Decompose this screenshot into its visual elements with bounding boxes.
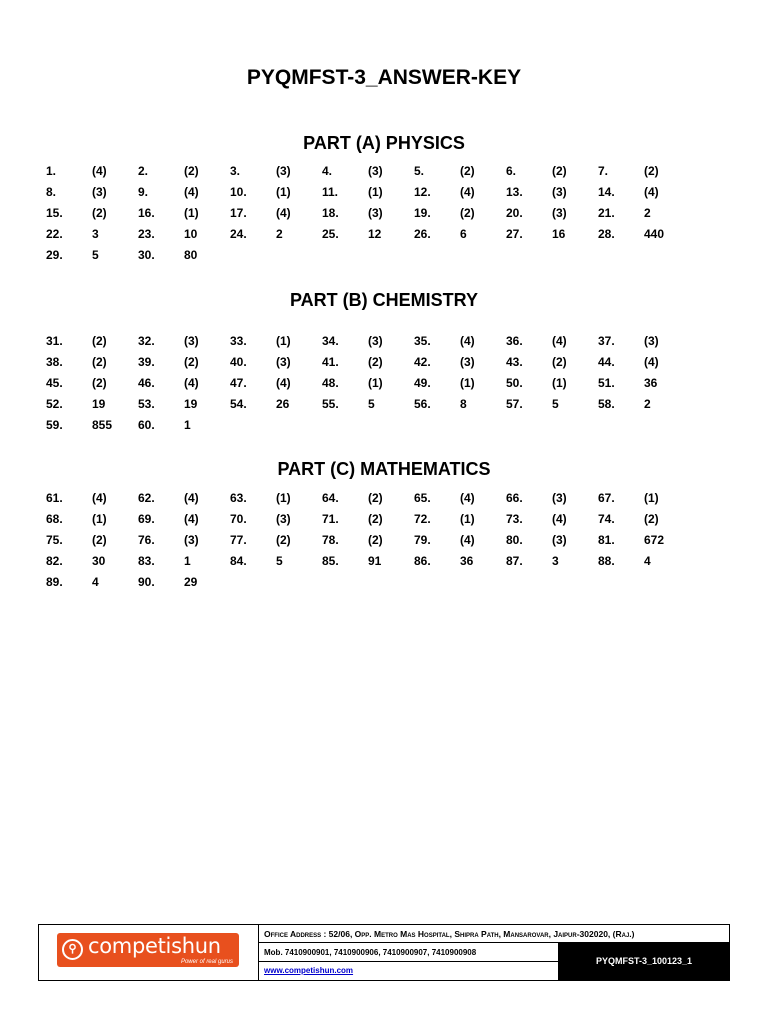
question-number: 53. bbox=[138, 397, 155, 411]
question-number: 10. bbox=[230, 185, 247, 199]
answer-value: 4 bbox=[92, 575, 99, 589]
question-number: 26. bbox=[414, 227, 431, 241]
question-number: 15. bbox=[46, 206, 63, 220]
answer-value: (1) bbox=[92, 512, 107, 526]
question-number: 84. bbox=[230, 554, 247, 568]
question-number: 39. bbox=[138, 355, 155, 369]
question-number: 82. bbox=[46, 554, 63, 568]
question-number: 75. bbox=[46, 533, 63, 547]
answer-value: (2) bbox=[92, 376, 107, 390]
question-number: 70. bbox=[230, 512, 247, 526]
answer-value: (1) bbox=[368, 376, 383, 390]
question-number: 46. bbox=[138, 376, 155, 390]
answer-value: (3) bbox=[276, 512, 291, 526]
answer-value: (3) bbox=[276, 164, 291, 178]
question-number: 89. bbox=[46, 575, 63, 589]
answer-value: (3) bbox=[184, 533, 199, 547]
answer-value: (4) bbox=[644, 355, 659, 369]
mobile-numbers: Mob. 7410900901, 7410900906, 7410900907, 7410900908 bbox=[259, 943, 559, 962]
question-number: 13. bbox=[506, 185, 523, 199]
question-number: 32. bbox=[138, 334, 155, 348]
answer-value: (3) bbox=[552, 185, 567, 199]
competishun-logo bbox=[57, 933, 239, 967]
answer-value: (1) bbox=[276, 334, 291, 348]
question-number: 49. bbox=[414, 376, 431, 390]
answer-value: 5 bbox=[92, 248, 99, 262]
answer-value: (1) bbox=[460, 376, 475, 390]
answer-value: (3) bbox=[460, 355, 475, 369]
question-number: 31. bbox=[46, 334, 63, 348]
chemistry-answer-grid bbox=[46, 331, 690, 436]
question-number: 69. bbox=[138, 512, 155, 526]
answer-value: (4) bbox=[460, 491, 475, 505]
question-number: 37. bbox=[598, 334, 615, 348]
question-number: 18. bbox=[322, 206, 339, 220]
answer-value: 80 bbox=[184, 248, 198, 262]
question-number: 80. bbox=[506, 533, 523, 547]
page-title: PYQMFST-3_ANSWER-KEY bbox=[246, 66, 522, 89]
page-footer bbox=[38, 924, 730, 981]
mathematics-heading: PART (C) MATHEMATICS bbox=[277, 459, 491, 479]
answer-value: 2 bbox=[644, 206, 651, 220]
question-number: 43. bbox=[506, 355, 523, 369]
answer-value: (4) bbox=[460, 185, 475, 199]
answer-value: 6 bbox=[460, 227, 467, 241]
question-number: 71. bbox=[322, 512, 339, 526]
answer-value: (2) bbox=[276, 533, 291, 547]
question-number: 25. bbox=[322, 227, 339, 241]
answer-value: 16 bbox=[552, 227, 566, 241]
question-number: 86. bbox=[414, 554, 431, 568]
question-number: 17. bbox=[230, 206, 247, 220]
question-number: 81. bbox=[598, 533, 615, 547]
question-number: 8. bbox=[46, 185, 57, 199]
question-number: 7. bbox=[598, 164, 609, 178]
question-number: 59. bbox=[46, 418, 63, 432]
answer-value: (3) bbox=[552, 491, 567, 505]
question-number: 76. bbox=[138, 533, 155, 547]
answer-value: 30 bbox=[92, 554, 106, 568]
question-number: 2. bbox=[138, 164, 149, 178]
question-number: 22. bbox=[46, 227, 63, 241]
answer-value: 19 bbox=[184, 397, 198, 411]
question-number: 62. bbox=[138, 491, 155, 505]
answer-value: 19 bbox=[92, 397, 106, 411]
answer-value: (2) bbox=[92, 533, 107, 547]
answer-value: 26 bbox=[276, 397, 290, 411]
cyclist-icon: ⚲ bbox=[62, 939, 83, 960]
answer-value: (2) bbox=[644, 512, 659, 526]
question-number: 79. bbox=[414, 533, 431, 547]
answer-value: 5 bbox=[276, 554, 283, 568]
question-number: 41. bbox=[322, 355, 339, 369]
answer-value: (3) bbox=[368, 164, 383, 178]
answer-value: (1) bbox=[368, 185, 383, 199]
question-number: 48. bbox=[322, 376, 339, 390]
office-address: Office Address : 52/06, Opp. Metro Mas Hospital, Shipra Path, Mansarovar, Jaipur-302020, (Raj.) bbox=[259, 925, 729, 943]
question-number: 51. bbox=[598, 376, 615, 390]
question-number: 57. bbox=[506, 397, 523, 411]
answer-value: (4) bbox=[184, 491, 199, 505]
answer-value: (4) bbox=[276, 206, 291, 220]
answer-value: 1 bbox=[184, 554, 191, 568]
answer-value: 1 bbox=[184, 418, 191, 432]
answer-value: (1) bbox=[276, 491, 291, 505]
question-number: 21. bbox=[598, 206, 615, 220]
question-number: 55. bbox=[322, 397, 339, 411]
question-number: 73. bbox=[506, 512, 523, 526]
answer-value: (3) bbox=[552, 533, 567, 547]
answer-value: (2) bbox=[368, 512, 383, 526]
question-number: 20. bbox=[506, 206, 523, 220]
question-number: 52. bbox=[46, 397, 63, 411]
answer-value: (3) bbox=[276, 355, 291, 369]
answer-value: (3) bbox=[368, 206, 383, 220]
answer-value: (4) bbox=[184, 512, 199, 526]
question-number: 24. bbox=[230, 227, 247, 241]
answer-value: (1) bbox=[552, 376, 567, 390]
question-number: 77. bbox=[230, 533, 247, 547]
question-number: 9. bbox=[138, 185, 149, 199]
answer-value: (1) bbox=[184, 206, 199, 220]
answer-value: 2 bbox=[644, 397, 651, 411]
question-number: 45. bbox=[46, 376, 63, 390]
question-number: 30. bbox=[138, 248, 155, 262]
question-number: 29. bbox=[46, 248, 63, 262]
answer-value: 672 bbox=[644, 533, 665, 547]
answer-value: (2) bbox=[552, 164, 567, 178]
question-number: 64. bbox=[322, 491, 339, 505]
physics-heading: PART (A) PHYSICS bbox=[303, 133, 465, 153]
question-number: 90. bbox=[138, 575, 155, 589]
answer-value: 3 bbox=[552, 554, 559, 568]
answer-value: (2) bbox=[368, 533, 383, 547]
answer-value: (4) bbox=[460, 334, 475, 348]
answer-value: (4) bbox=[460, 533, 475, 547]
question-number: 44. bbox=[598, 355, 615, 369]
question-number: 68. bbox=[46, 512, 63, 526]
answer-value: (4) bbox=[276, 376, 291, 390]
question-number: 47. bbox=[230, 376, 247, 390]
answer-value: 10 bbox=[184, 227, 198, 241]
question-number: 50. bbox=[506, 376, 523, 390]
answer-value: (2) bbox=[368, 355, 383, 369]
question-number: 74. bbox=[598, 512, 615, 526]
answer-value: (4) bbox=[552, 512, 567, 526]
question-number: 85. bbox=[322, 554, 339, 568]
answer-value: 8 bbox=[460, 397, 467, 411]
question-number: 5. bbox=[414, 164, 425, 178]
question-number: 66. bbox=[506, 491, 523, 505]
question-number: 3. bbox=[230, 164, 241, 178]
question-number: 40. bbox=[230, 355, 247, 369]
question-number: 72. bbox=[414, 512, 431, 526]
answer-value: (2) bbox=[184, 164, 199, 178]
answer-value: 440 bbox=[644, 227, 665, 241]
question-number: 65. bbox=[414, 491, 431, 505]
answer-value: (2) bbox=[552, 355, 567, 369]
question-number: 6. bbox=[506, 164, 517, 178]
answer-value: 855 bbox=[92, 418, 113, 432]
answer-value: 91 bbox=[368, 554, 382, 568]
mathematics-answer-grid bbox=[46, 488, 690, 593]
logo-tagline: Power of real gurus bbox=[180, 959, 233, 965]
question-number: 67. bbox=[598, 491, 615, 505]
question-number: 1. bbox=[46, 164, 57, 178]
physics-answer-grid bbox=[46, 161, 690, 266]
answer-value: (2) bbox=[460, 164, 475, 178]
question-number: 42. bbox=[414, 355, 431, 369]
question-number: 34. bbox=[322, 334, 339, 348]
chemistry-heading: PART (B) CHEMISTRY bbox=[290, 290, 478, 310]
answer-value: 4 bbox=[644, 554, 651, 568]
question-number: 83. bbox=[138, 554, 155, 568]
logo-cell bbox=[39, 925, 259, 980]
question-number: 87. bbox=[506, 554, 523, 568]
answer-value: 2 bbox=[276, 227, 283, 241]
question-number: 35. bbox=[414, 334, 431, 348]
question-number: 60. bbox=[138, 418, 155, 432]
question-number: 58. bbox=[598, 397, 615, 411]
question-number: 63. bbox=[230, 491, 247, 505]
question-number: 38. bbox=[46, 355, 63, 369]
answer-value: (2) bbox=[92, 206, 107, 220]
logo-wordmark: competishun bbox=[88, 934, 221, 958]
answer-value: (1) bbox=[460, 512, 475, 526]
answer-value: (1) bbox=[644, 491, 659, 505]
answer-value: (4) bbox=[552, 334, 567, 348]
answer-value: (3) bbox=[368, 334, 383, 348]
answer-value: (3) bbox=[644, 334, 659, 348]
answer-value: (2) bbox=[644, 164, 659, 178]
website-link[interactable]: www.competishun.com bbox=[259, 962, 559, 980]
question-number: 61. bbox=[46, 491, 63, 505]
question-number: 11. bbox=[322, 185, 339, 199]
answer-value: 5 bbox=[368, 397, 375, 411]
answer-value: (3) bbox=[552, 206, 567, 220]
question-number: 12. bbox=[414, 185, 431, 199]
answer-value: 29 bbox=[184, 575, 198, 589]
question-number: 16. bbox=[138, 206, 155, 220]
question-number: 33. bbox=[230, 334, 247, 348]
answer-value: 5 bbox=[552, 397, 559, 411]
answer-value: (4) bbox=[184, 185, 199, 199]
answer-value: (2) bbox=[92, 355, 107, 369]
question-number: 27. bbox=[506, 227, 523, 241]
answer-value: (2) bbox=[460, 206, 475, 220]
answer-value: (4) bbox=[92, 491, 107, 505]
question-number: 88. bbox=[598, 554, 615, 568]
question-number: 56. bbox=[414, 397, 431, 411]
answer-value: (3) bbox=[184, 334, 199, 348]
answer-value: 36 bbox=[460, 554, 474, 568]
question-number: 19. bbox=[414, 206, 431, 220]
question-number: 78. bbox=[322, 533, 339, 547]
question-number: 14. bbox=[598, 185, 615, 199]
answer-value: (2) bbox=[368, 491, 383, 505]
answer-value: 12 bbox=[368, 227, 382, 241]
question-number: 54. bbox=[230, 397, 247, 411]
answer-value: (3) bbox=[92, 185, 107, 199]
question-number: 28. bbox=[598, 227, 615, 241]
question-number: 23. bbox=[138, 227, 155, 241]
answer-value: 3 bbox=[92, 227, 99, 241]
answer-value: (2) bbox=[184, 355, 199, 369]
answer-value: 36 bbox=[644, 376, 658, 390]
question-number: 36. bbox=[506, 334, 523, 348]
answer-value: (1) bbox=[276, 185, 291, 199]
question-number: 4. bbox=[322, 164, 333, 178]
answer-value: (4) bbox=[644, 185, 659, 199]
answer-value: (4) bbox=[92, 164, 107, 178]
paper-code: PYQMFST-3_100123_1 bbox=[559, 943, 729, 980]
answer-value: (4) bbox=[184, 376, 199, 390]
answer-value: (2) bbox=[92, 334, 107, 348]
